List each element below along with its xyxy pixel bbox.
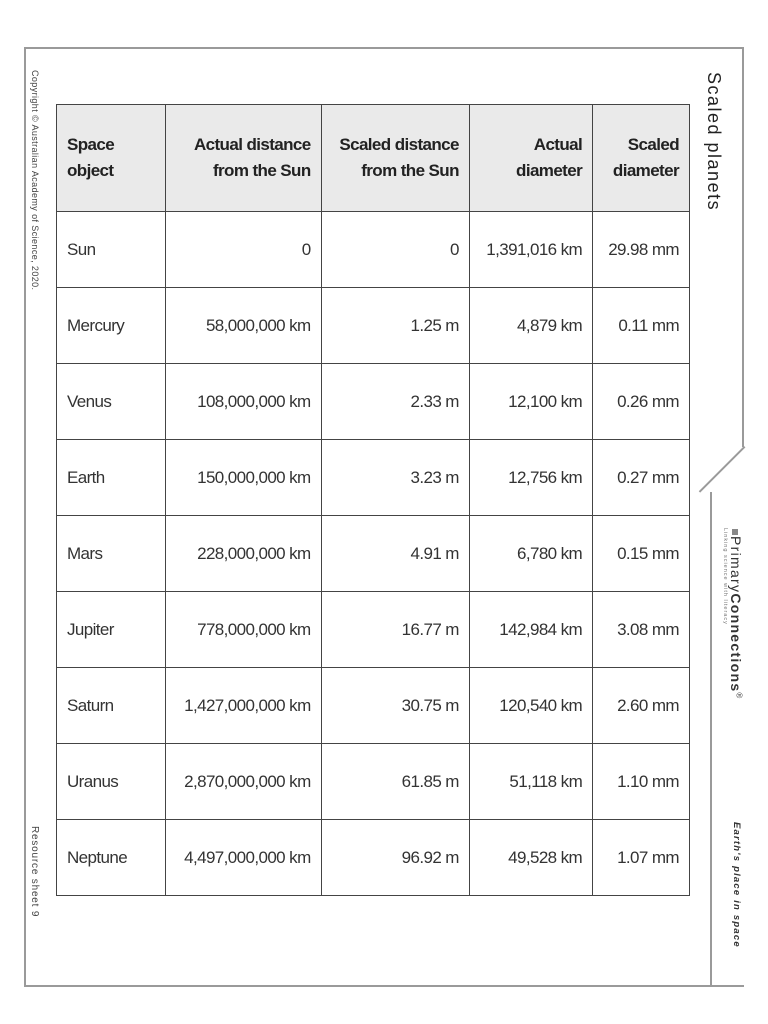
space-object-cell: Earth — [57, 440, 166, 516]
value-cell: 96.92 m — [321, 820, 469, 896]
value-cell: 29.98 mm — [593, 212, 690, 288]
space-object-cell: Sun — [57, 212, 166, 288]
table-row — [57, 516, 690, 592]
resource-sheet-label: Resource sheet 9 — [29, 826, 40, 918]
value-cell: 49,528 km — [469, 820, 592, 896]
value-cell: 228,000,000 km — [166, 516, 322, 592]
brand-connections: Connections — [728, 593, 744, 693]
value-cell: 1.25 m — [321, 288, 469, 364]
scaled-planets-table — [56, 104, 690, 896]
column-header — [469, 105, 592, 212]
column-header-line: Scaled distance — [339, 135, 459, 154]
value-cell: 0.27 mm — [593, 440, 690, 516]
table-row — [57, 212, 690, 288]
brand-primary: Primary — [728, 536, 744, 594]
value-cell: 61.85 m — [321, 744, 469, 820]
column-header-line: from the Sun — [361, 161, 459, 180]
value-cell: 0.26 mm — [593, 364, 690, 440]
section-label: Earth's place in space — [731, 822, 742, 948]
page-border-right-upper — [742, 47, 744, 447]
value-cell: 108,000,000 km — [166, 364, 322, 440]
value-cell: 1,427,000,000 km — [166, 668, 322, 744]
table-row — [57, 820, 690, 896]
space-object-cell: Saturn — [57, 668, 166, 744]
space-object-cell: Uranus — [57, 744, 166, 820]
space-object-cell: Mercury — [57, 288, 166, 364]
value-cell: 4.91 m — [321, 516, 469, 592]
column-header-line: diameter — [516, 161, 583, 180]
space-object-cell: Mars — [57, 516, 166, 592]
page-border-top — [24, 47, 744, 49]
page-border-right-lower — [710, 492, 712, 987]
value-cell: 2.60 mm — [593, 668, 690, 744]
value-cell: 51,118 km — [469, 744, 592, 820]
column-header-line: Actual distance — [193, 135, 311, 154]
value-cell: 12,100 km — [469, 364, 592, 440]
logo-square-icon — [732, 529, 738, 535]
value-cell: 2,870,000,000 km — [166, 744, 322, 820]
copyright-text: Copyright © Australian Academy of Science, 2020. — [30, 70, 40, 291]
value-cell: 1.07 mm — [593, 820, 690, 896]
column-header — [321, 105, 469, 212]
value-cell: 0 — [321, 212, 469, 288]
brand-logo — [722, 528, 744, 700]
value-cell: 120,540 km — [469, 668, 592, 744]
column-header — [166, 105, 322, 212]
value-cell: 58,000,000 km — [166, 288, 322, 364]
value-cell: 142,984 km — [469, 592, 592, 668]
value-cell: 0.11 mm — [593, 288, 690, 364]
value-cell: 1,391,016 km — [469, 212, 592, 288]
value-cell: 150,000,000 km — [166, 440, 322, 516]
value-cell: 778,000,000 km — [166, 592, 322, 668]
brand-tagline: Linking science with literacy — [722, 528, 728, 625]
table-row — [57, 364, 690, 440]
space-object-cell: Neptune — [57, 820, 166, 896]
brand-mark: ® — [734, 692, 744, 700]
value-cell: 2.33 m — [321, 364, 469, 440]
column-header-line: Actual — [533, 135, 583, 154]
value-cell: 0 — [166, 212, 322, 288]
table-body — [57, 212, 690, 896]
table-row — [57, 744, 690, 820]
space-object-cell: Jupiter — [57, 592, 166, 668]
value-cell: 30.75 m — [321, 668, 469, 744]
column-header — [57, 105, 166, 212]
column-header-line: diameter — [612, 161, 679, 180]
value-cell: 4,497,000,000 km — [166, 820, 322, 896]
table-row — [57, 592, 690, 668]
value-cell: 12,756 km — [469, 440, 592, 516]
value-cell: 3.08 mm — [593, 592, 690, 668]
value-cell: 3.23 m — [321, 440, 469, 516]
value-cell: 1.10 mm — [593, 744, 690, 820]
table-header-row — [57, 105, 690, 212]
value-cell: 4,879 km — [469, 288, 592, 364]
page-border-left — [24, 47, 26, 987]
table-row — [57, 440, 690, 516]
column-header-line: from the Sun — [212, 161, 311, 180]
column-header-line: Scaled — [627, 135, 679, 154]
page-border-notch — [699, 446, 746, 493]
page-border-bottom — [24, 985, 744, 987]
column-header — [593, 105, 690, 212]
value-cell: 6,780 km — [469, 516, 592, 592]
page-title: Scaled planets — [704, 72, 724, 212]
value-cell: 0.15 mm — [593, 516, 690, 592]
column-header-line: Space object — [67, 135, 115, 180]
value-cell: 16.77 m — [321, 592, 469, 668]
table-row — [57, 288, 690, 364]
space-object-cell: Venus — [57, 364, 166, 440]
table-row — [57, 668, 690, 744]
